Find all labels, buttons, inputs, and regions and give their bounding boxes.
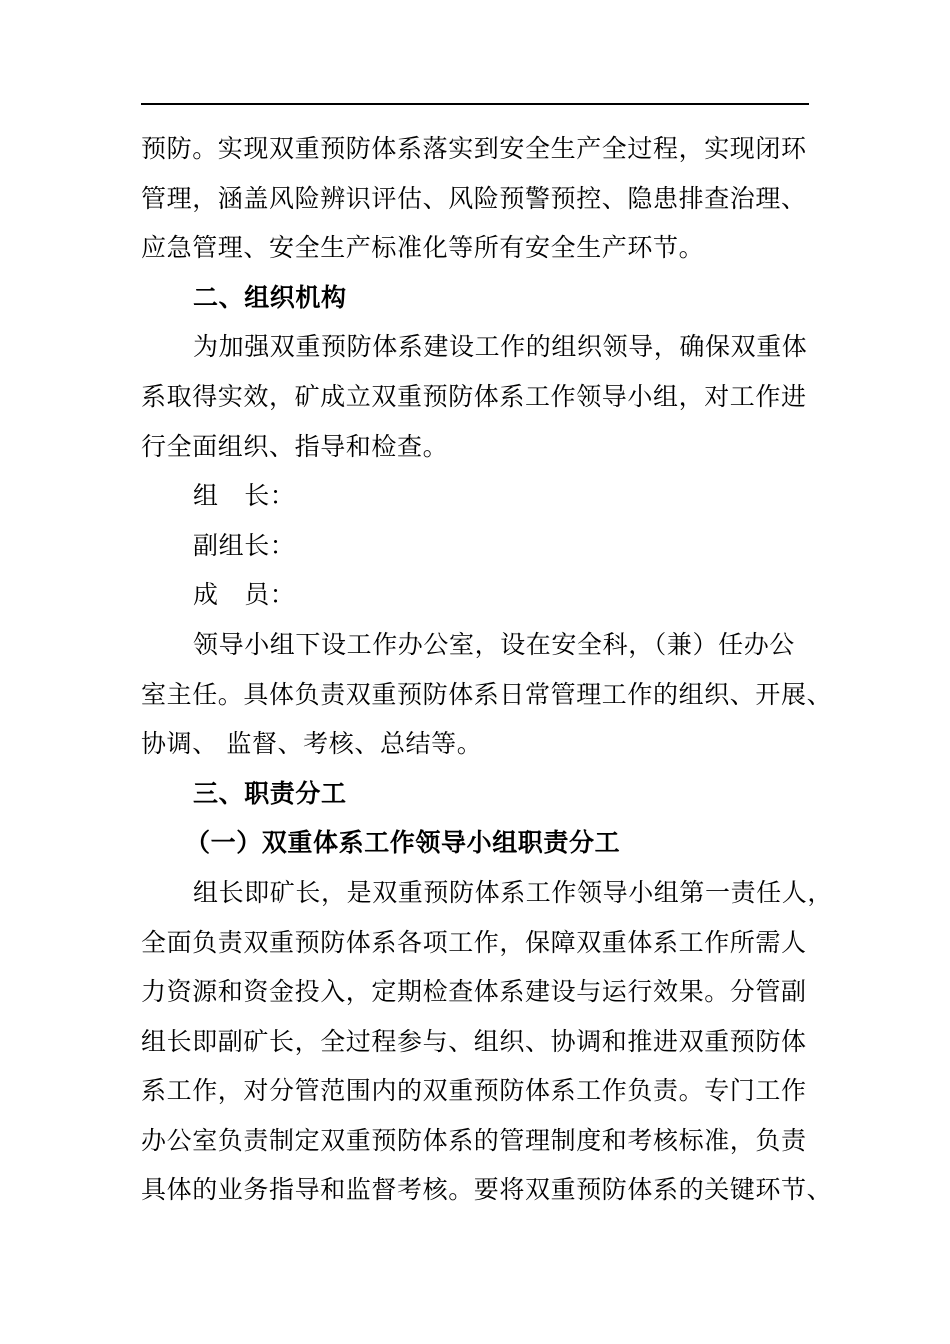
role-deputy-leader: 副组长： [193,530,296,560]
section-heading-responsibilities: 三、职责分工 [193,778,347,808]
body-line: 组长即副矿长，全过程参与、组织、协调和推进双重预防体 [141,1026,807,1056]
body-line: 为加强双重预防体系建设工作的组织领导，确保双重体 [193,332,808,362]
header-rule [141,103,809,105]
body-line: 管理，涵盖风险辨识评估、风险预警预控、隐患排查治理、 [141,183,807,213]
body-line: 应急管理、安全生产标准化等所有安全生产环节。 [141,233,705,263]
body-line: 系取得实效，矿成立双重预防体系工作领导小组，对工作进 [141,381,807,411]
body-line: 办公室负责制定双重预防体系的管理制度和考核标准，负责 [141,1125,807,1155]
body-line: 领导小组下设工作办公室，设在安全科，（兼）任办公 [193,629,795,659]
section-heading-organization: 二、组织机构 [193,282,347,312]
body-line: 力资源和资金投入，定期检查体系建设与运行效果。分管副 [141,977,807,1007]
body-line: 行全面组织、指导和检查。 [141,431,449,461]
subsection-heading: （一）双重体系工作领导小组职责分工 [185,828,621,858]
body-line: 具体的业务指导和监督考核。要将双重预防体系的关键环节、 [141,1175,833,1205]
body-line: 室主任。具体负责双重预防体系日常管理工作的组织、开展、 [141,679,833,709]
body-line: 预防。实现双重预防体系落实到安全生产全过程，实现闭环 [141,134,807,163]
document-body [141,124,834,1215]
role-members: 成 员： [193,580,296,610]
role-leader: 组 长： [193,481,296,511]
body-line: 协调、 监督、考核、总结等。 [141,729,483,759]
body-line: 组长即矿长，是双重预防体系工作领导小组第一责任人， [193,877,834,907]
body-line: 全面负责双重预防体系各项工作，保障双重体系工作所需人 [141,927,807,957]
body-line: 系工作，对分管范围内的双重预防体系工作负责。专门工作 [141,1076,807,1106]
